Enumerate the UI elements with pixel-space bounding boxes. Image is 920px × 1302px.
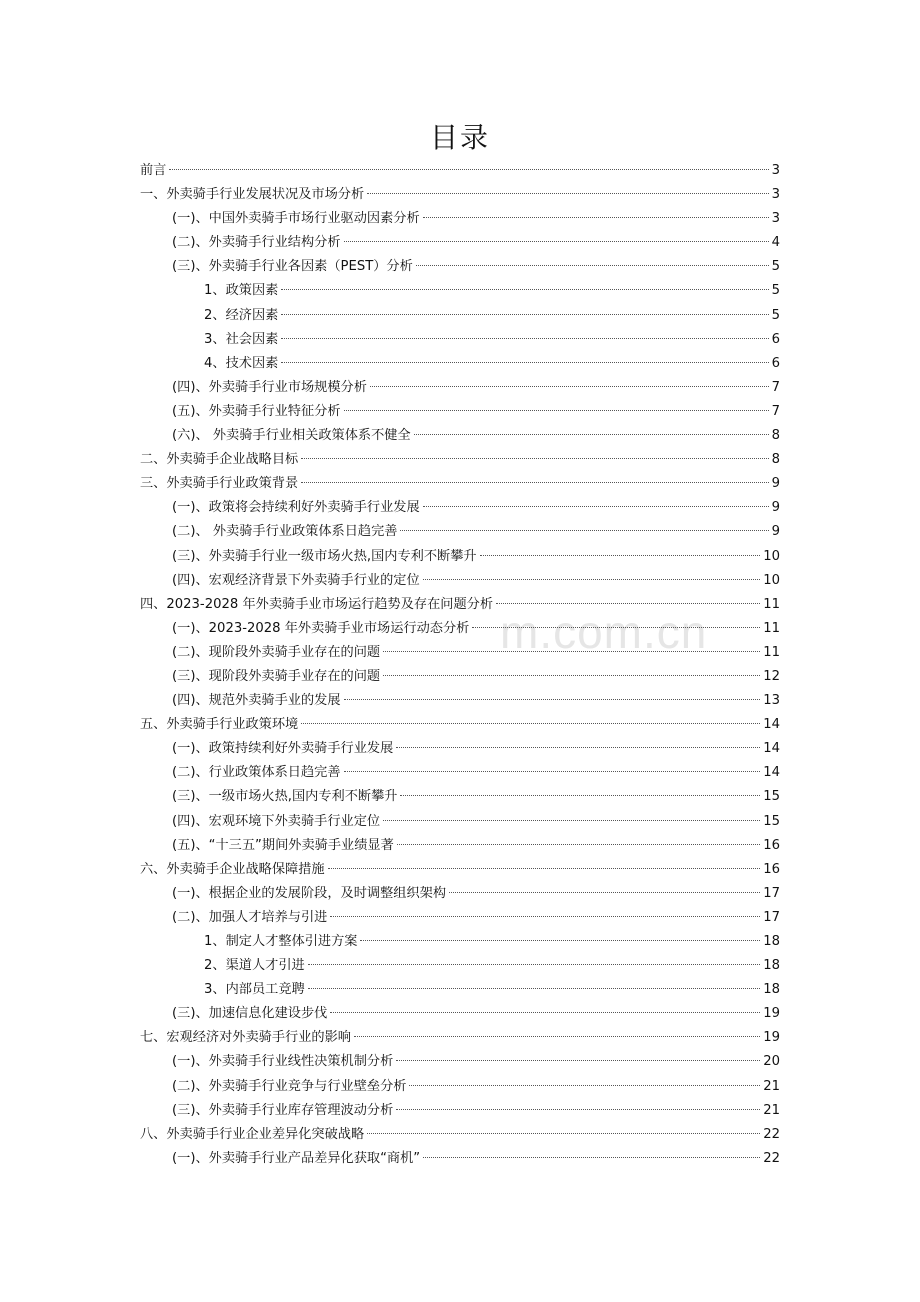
toc-entry-page-number: 16 (763, 837, 780, 853)
toc-dot-leader (370, 386, 769, 387)
page-title: 目录 (429, 121, 490, 154)
toc-dot-leader (400, 795, 760, 796)
toc-entry-label: 2、经济因素 (204, 307, 279, 323)
toc-entry-page-number: 21 (763, 1102, 780, 1118)
toc-entry-page-number: 11 (763, 644, 780, 660)
toc-entry-label: (二)、外卖骑手行业结构分析 (172, 235, 341, 251)
toc-entry[interactable] (140, 689, 780, 713)
toc-entry-label: (五)、外卖骑手行业特征分析 (172, 403, 341, 419)
toc-entry[interactable] (140, 882, 780, 906)
toc-dot-leader (308, 964, 761, 965)
toc-entry-page-number: 9 (771, 500, 780, 516)
toc-dot-leader (344, 699, 761, 700)
toc-entry-label: (二)、现阶段外卖骑手业存在的问题 (172, 644, 381, 660)
toc-entry-page-number: 18 (763, 982, 780, 998)
toc-dot-leader (301, 458, 768, 459)
toc-entry-page-number: 11 (763, 596, 780, 612)
toc-dot-leader (169, 169, 768, 170)
toc-dot-leader (396, 747, 760, 748)
toc-entry-label: (五)、“十三五”期间外卖骑手业绩显著 (172, 837, 394, 853)
toc-entry-page-number: 3 (771, 211, 780, 227)
toc-entry[interactable] (140, 641, 780, 665)
toc-entry[interactable] (140, 159, 780, 183)
toc-entry[interactable] (140, 231, 780, 255)
toc-entry[interactable] (140, 569, 780, 593)
toc-dot-leader (383, 675, 760, 676)
toc-entry-page-number: 15 (763, 789, 780, 805)
toc-entry-page-number: 8 (771, 452, 780, 468)
toc-dot-leader (344, 771, 761, 772)
toc-entry-label: (一)、政策将会持续利好外卖骑手行业发展 (172, 500, 420, 516)
toc-entry-page-number: 7 (771, 379, 780, 395)
toc-entry[interactable] (140, 207, 780, 231)
toc-entry-label: 4、技术因素 (204, 355, 279, 371)
toc-dot-leader (423, 506, 769, 507)
toc-dot-leader (396, 1109, 760, 1110)
toc-entry-page-number: 18 (763, 934, 780, 949)
toc-entry[interactable] (140, 352, 780, 376)
toc-entry-label: (二)、加强人才培养与引进 (172, 909, 328, 925)
toc-entry-page-number: 14 (763, 717, 780, 733)
toc-entry-page-number: 21 (763, 1078, 780, 1094)
toc-entry-page-number: 19 (763, 1030, 780, 1046)
toc-entry-label: (四)、宏观经济背景下外卖骑手行业的定位 (172, 572, 420, 588)
toc-entry-page-number: 20 (763, 1054, 780, 1070)
toc-entry-label: (六)、 外卖骑手行业相关政策体系不健全 (172, 428, 411, 444)
toc-entry-page-number: 15 (763, 813, 780, 829)
toc-entry[interactable] (140, 665, 780, 689)
toc-entry-page-number: 17 (763, 909, 780, 925)
toc-entry-label: (一)、外卖骑手行业产品差异化获取“商机” (172, 1150, 421, 1166)
table-of-contents (140, 159, 780, 1171)
toc-entry[interactable] (140, 448, 780, 472)
toc-entry-label: 七、宏观经济对外卖骑手行业的影响 (140, 1030, 351, 1046)
toc-entry-page-number: 5 (771, 283, 780, 299)
toc-entry-label: (二)、外卖骑手行业竞争与行业壁垒分析 (172, 1078, 407, 1094)
toc-entry-page-number: 7 (771, 403, 780, 419)
toc-entry[interactable] (140, 183, 780, 207)
toc-dot-leader (423, 579, 761, 580)
toc-dot-leader (414, 434, 769, 435)
toc-dot-leader (480, 555, 761, 556)
toc-entry-label: 1、制定人才整体引进方案 (204, 934, 358, 949)
toc-dot-leader (281, 314, 768, 315)
toc-dot-leader (344, 410, 769, 411)
toc-dot-leader (301, 723, 760, 724)
toc-entry[interactable] (140, 1099, 780, 1123)
toc-entry[interactable] (140, 1050, 780, 1074)
toc-dot-leader (383, 651, 760, 652)
toc-entry[interactable] (140, 954, 780, 978)
toc-entry[interactable] (140, 424, 780, 448)
toc-entry-label: (一)、政策持续利好外卖骑手行业发展 (172, 741, 394, 757)
toc-entry-label: (一)、2023-2028 年外卖骑手业市场运行动态分析 (172, 620, 470, 636)
toc-entry-page-number: 14 (763, 765, 780, 781)
toc-entry[interactable] (140, 713, 780, 737)
toc-entry-page-number: 8 (771, 428, 780, 444)
toc-entry-label: 一、外卖骑手行业发展状况及市场分析 (140, 187, 365, 203)
toc-dot-leader (400, 530, 768, 531)
toc-entry[interactable] (140, 545, 780, 569)
toc-dot-leader (396, 1060, 760, 1061)
toc-dot-leader (281, 362, 768, 363)
toc-entry-label: (四)、外卖骑手行业市场规模分析 (172, 379, 367, 395)
toc-entry-label: 1、政策因素 (204, 283, 279, 299)
toc-entry[interactable] (140, 255, 780, 279)
toc-dot-leader (367, 193, 768, 194)
toc-entry-label: 2、渠道人才引进 (204, 958, 305, 974)
toc-dot-leader (308, 988, 761, 989)
toc-entry[interactable] (140, 785, 780, 809)
toc-dot-leader (383, 820, 760, 821)
toc-dot-leader (409, 1085, 760, 1086)
toc-entry-label: 前言 (140, 163, 167, 178)
toc-entry-page-number: 5 (771, 307, 780, 323)
toc-entry-page-number: 11 (763, 620, 780, 636)
toc-entry-page-number: 9 (771, 524, 780, 540)
toc-entry[interactable] (140, 496, 780, 520)
toc-dot-leader (354, 1036, 760, 1037)
toc-entry-page-number: 9 (771, 476, 780, 492)
toc-entry-label: 八、外卖骑手行业企业差异化突破战略 (140, 1126, 365, 1142)
toc-entry-label: (三)、外卖骑手行业一级市场火热,国内专利不断攀升 (172, 548, 477, 564)
toc-entry[interactable] (140, 834, 780, 858)
toc-entry-page-number: 3 (771, 163, 780, 178)
toc-entry-label: (二)、行业政策体系日趋完善 (172, 765, 341, 781)
toc-entry[interactable] (140, 906, 780, 930)
toc-entry-label: (一)、中国外卖骑手市场行业驱动因素分析 (172, 211, 420, 227)
toc-entry-label: 3、内部员工竞聘 (204, 982, 305, 998)
toc-entry-label: 三、外卖骑手行业政策背景 (140, 476, 299, 492)
toc-dot-leader (367, 1133, 760, 1134)
toc-entry-page-number: 5 (771, 259, 780, 275)
toc-entry-page-number: 6 (771, 355, 780, 371)
toc-dot-leader (330, 1012, 760, 1013)
toc-entry[interactable] (140, 279, 780, 303)
toc-entry[interactable] (140, 737, 780, 761)
toc-entry-label: 3、社会因素 (204, 331, 279, 347)
toc-dot-leader (397, 844, 760, 845)
toc-entry[interactable] (140, 810, 780, 834)
toc-entry[interactable] (140, 520, 780, 544)
toc-entry[interactable] (140, 930, 780, 954)
toc-dot-leader (344, 241, 769, 242)
toc-dot-leader (301, 482, 768, 483)
toc-entry-label: 二、外卖骑手企业战略目标 (140, 452, 299, 468)
toc-dot-leader (328, 868, 761, 869)
toc-entry[interactable] (140, 400, 780, 424)
toc-entry-page-number: 22 (763, 1150, 780, 1166)
toc-entry[interactable] (140, 304, 780, 328)
toc-entry-page-number: 14 (763, 741, 780, 757)
toc-entry[interactable] (140, 858, 780, 882)
toc-entry-label: (三)、一级市场火热,国内专利不断攀升 (172, 789, 398, 805)
toc-entry[interactable] (140, 593, 780, 617)
toc-entry-label: 四、2023-2028 年外卖骑手业市场运行趋势及存在问题分析 (140, 596, 494, 612)
toc-entry[interactable] (140, 1002, 780, 1026)
toc-entry-page-number: 17 (763, 885, 780, 901)
toc-entry-label: (三)、加速信息化建设步伐 (172, 1006, 328, 1022)
toc-entry-label: (四)、规范外卖骑手业的发展 (172, 693, 341, 709)
toc-entry[interactable] (140, 617, 780, 641)
toc-entry-label: (一)、根据企业的发展阶段，及时调整组织架构 (172, 885, 447, 901)
toc-entry-page-number: 22 (763, 1126, 780, 1142)
toc-entry-page-number: 10 (763, 548, 780, 564)
toc-entry[interactable] (140, 328, 780, 352)
toc-dot-leader (416, 265, 769, 266)
toc-entry[interactable] (140, 472, 780, 496)
toc-entry-label: (三)、现阶段外卖骑手业存在的问题 (172, 668, 381, 684)
toc-dot-leader (423, 1157, 760, 1158)
toc-dot-leader (496, 603, 760, 604)
toc-entry[interactable] (140, 376, 780, 400)
toc-entry[interactable] (140, 978, 780, 1002)
toc-entry-page-number: 16 (763, 861, 780, 877)
toc-dot-leader (360, 940, 760, 941)
toc-dot-leader (330, 916, 760, 917)
toc-entry[interactable] (140, 761, 780, 785)
toc-dot-leader (281, 289, 768, 290)
toc-entry-page-number: 6 (771, 331, 780, 347)
toc-entry-label: (二)、 外卖骑手行业政策体系日趋完善 (172, 524, 398, 540)
toc-entry-label: (三)、外卖骑手行业库存管理波动分析 (172, 1102, 394, 1118)
toc-entry-label: (三)、外卖骑手行业各因素（PEST）分析 (172, 259, 413, 275)
toc-dot-leader (423, 217, 769, 218)
toc-entry-label: 六、外卖骑手企业战略保障措施 (140, 861, 325, 877)
toc-entry-label: 五、外卖骑手行业政策环境 (140, 717, 299, 733)
toc-entry-page-number: 4 (771, 235, 780, 251)
toc-dot-leader (281, 338, 768, 339)
toc-entry-page-number: 3 (771, 187, 780, 203)
toc-dot-leader (449, 892, 760, 893)
toc-entry-page-number: 13 (763, 693, 780, 709)
toc-dot-leader (472, 627, 760, 628)
toc-entry-page-number: 19 (763, 1006, 780, 1022)
toc-entry-page-number: 12 (763, 668, 780, 684)
toc-entry-label: (一)、外卖骑手行业线性决策机制分析 (172, 1054, 394, 1070)
watermark: m.com.cn (500, 606, 708, 658)
toc-entry-page-number: 10 (763, 572, 780, 588)
toc-entry[interactable] (140, 1123, 780, 1147)
toc-entry[interactable] (140, 1075, 780, 1099)
toc-entry-label: (四)、宏观环境下外卖骑手行业定位 (172, 813, 381, 829)
toc-entry[interactable] (140, 1147, 780, 1171)
toc-entry-page-number: 18 (763, 958, 780, 974)
toc-entry[interactable] (140, 1026, 780, 1050)
